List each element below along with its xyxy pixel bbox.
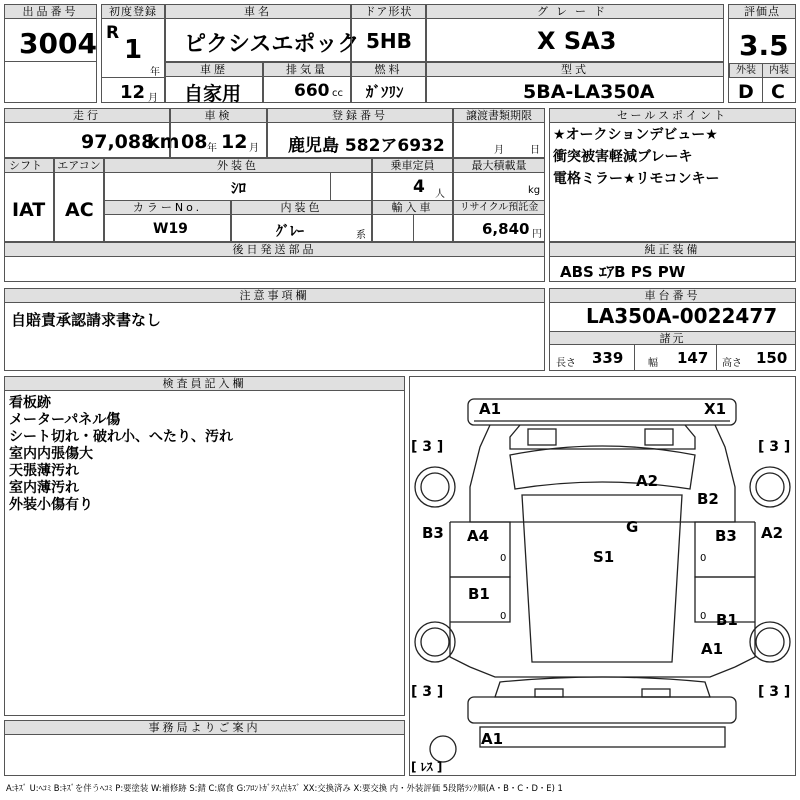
exterior-score: D (738, 81, 754, 103)
import-label: 輸入車 (373, 201, 452, 215)
height: 150 (756, 349, 788, 367)
door-zero: 0 (700, 611, 707, 622)
spec-label: 諸元 (549, 331, 796, 345)
capacity-unit: 人 (435, 189, 445, 200)
door-type: 5HB (366, 29, 412, 53)
grade: X SA3 (537, 27, 617, 55)
score-label: 評価点 (729, 5, 795, 19)
transfer-day: 日 (530, 145, 540, 156)
transfer-month: 月 (494, 145, 504, 156)
damage-mark: B2 (697, 490, 719, 508)
color: ｼﾛ (231, 179, 247, 197)
office-box (4, 720, 405, 776)
damage-mark: A2 (761, 524, 784, 542)
color-box (104, 158, 372, 201)
damage-mark: B3 (422, 524, 444, 542)
cc-label: 排気量 (264, 63, 350, 77)
grade-box (426, 4, 724, 62)
inspection-month: 12 (221, 131, 248, 153)
plate: 鹿児島 582ア6932 (288, 136, 445, 156)
door-label: ドア形状 (352, 5, 425, 19)
score: 3.5 (739, 29, 789, 62)
chassis-label: 車台番号 (550, 289, 795, 303)
spare-tire: [ ﾚｽ ] (411, 760, 443, 774)
inspection-month-unit: 月 (249, 143, 259, 154)
plate-label: 登録番号 (268, 109, 452, 123)
ac-label: エアコン (54, 158, 104, 173)
cc-unit: cc (332, 88, 343, 99)
width: 147 (677, 349, 709, 367)
exterior-label: 外装 (729, 63, 763, 78)
car-name-label: 車名 (166, 5, 350, 19)
chassis-box (549, 288, 796, 371)
sales-label: セールスポイント (550, 109, 795, 123)
inspector-line: 室内内張傷大 (9, 446, 93, 462)
chassis-number: LA350A-0022477 (586, 304, 778, 328)
score-box (728, 4, 796, 103)
mileage: 97,088 (81, 131, 155, 153)
capacity-box (372, 158, 453, 201)
door-zero: 0 (700, 553, 707, 564)
history-label: 車歴 (166, 63, 262, 77)
inspector-line: 天張薄汚れ (9, 463, 79, 479)
colorno-label: カラーNo. (105, 201, 230, 215)
transfer-label: 譲渡書類期限 (454, 109, 544, 123)
car-name-box (165, 4, 360, 62)
equipment-box (549, 242, 796, 282)
inspection-box (170, 108, 267, 158)
interior-color: ｸﾞﾚｰ (276, 224, 304, 240)
damage-mark: A4 (467, 527, 490, 545)
capacity-label: 乗車定員 (373, 159, 452, 173)
damage-mark: B3 (715, 527, 737, 545)
tire-tread: [ 3 ] (411, 684, 444, 700)
damage-mark: A1 (701, 640, 724, 658)
recycle-label: リサイクル預託金 (454, 201, 544, 215)
fuel-label: 燃料 (352, 63, 425, 77)
plate-box (267, 108, 453, 158)
height-label: 高さ (722, 358, 742, 369)
reg-month-unit: 月 (148, 93, 158, 104)
inspector-box (4, 376, 405, 716)
reg-year-unit: 年 (150, 67, 160, 78)
fuel-box (351, 62, 426, 103)
recycle-unit: 円 (532, 229, 542, 240)
length-label: 長さ (556, 358, 576, 369)
inspector-line: 看板跡 (9, 395, 51, 411)
history: 自家用 (184, 83, 242, 105)
damage-mark: S1 (593, 548, 615, 566)
load-label: 最大積載量 (454, 159, 544, 173)
sales-line: 電格ミラー★リモコンキー (553, 171, 720, 187)
inspector-label: 検査員記入欄 (5, 377, 404, 391)
transfer-box (453, 108, 545, 158)
car-diagram (409, 376, 796, 776)
inspector-line: 外装小傷有り (9, 497, 93, 513)
mileage-unit: km (147, 131, 180, 153)
damage-mark: G (626, 518, 639, 536)
tire-tread: [ 3 ] (411, 439, 444, 455)
first-registration-label: 初度登録 (102, 5, 164, 19)
interior-score: C (771, 81, 785, 103)
damage-mark: A1 (481, 730, 504, 748)
model-label: 型式 (427, 63, 723, 77)
equipment: ABS ｴｱB PS PW (560, 263, 686, 281)
damage-mark: B1 (716, 611, 738, 629)
shift-box (4, 158, 54, 242)
mileage-label: 走行 (5, 109, 169, 123)
notes-label: 注意事項欄 (5, 289, 544, 303)
sales-box (549, 108, 796, 242)
length: 339 (592, 349, 624, 367)
notes-box (4, 288, 545, 371)
inspection-label: 車検 (171, 109, 266, 123)
interior-label: 内装 (762, 63, 796, 78)
tire-tread: [ 3 ] (758, 684, 791, 700)
displacement: 660 (294, 81, 330, 101)
parts-box (4, 242, 545, 282)
shift-label: シフト (4, 158, 54, 173)
door-zero: 0 (500, 553, 507, 564)
import-box (372, 200, 453, 242)
grade-label: グレード (427, 5, 723, 19)
lot-number: 3004 (19, 27, 97, 60)
load-unit: kg (528, 185, 541, 196)
inspection-year: 08 (181, 131, 208, 153)
car-outline (410, 377, 795, 775)
era: R (106, 23, 120, 43)
fuel: ｶﾞｿﾘﾝ (366, 83, 404, 101)
ac-box (54, 158, 104, 242)
recycle: 6,840 (482, 220, 530, 238)
width-label: 幅 (648, 358, 658, 369)
sales-line: ★オークションデビュー★ (553, 127, 718, 143)
inspector-line: メーターパネル傷 (9, 412, 121, 428)
lot-box (4, 4, 97, 103)
color-label: 外装色 (105, 159, 371, 173)
car-name: ピクシスエポック (184, 32, 360, 57)
office-label: 事務局よりご案内 (5, 721, 404, 735)
cc-box (263, 62, 351, 103)
capacity: 4 (413, 177, 425, 197)
inspection-year-unit: 年 (207, 143, 217, 154)
damage-mark: X1 (704, 400, 727, 418)
history-box (165, 62, 263, 103)
mileage-box (4, 108, 180, 158)
interior-color-unit: 系 (356, 230, 366, 241)
inspector-line: シート切れ・破れ小、へたり、汚れ (9, 429, 233, 445)
door-box (351, 4, 426, 62)
inspector-line: 室内薄汚れ (9, 480, 79, 496)
notes: 自賠責承認請求書なし (11, 311, 162, 329)
model-box (426, 62, 724, 103)
door-zero: 0 (500, 611, 507, 622)
sales-line: 衝突被害軽減ブレーキ (553, 149, 693, 165)
damage-mark: A2 (636, 472, 659, 490)
tire-tread: [ 3 ] (758, 439, 791, 455)
lot-label: 出品番号 (5, 5, 96, 19)
damage-mark: A1 (479, 400, 502, 418)
reg-month: 12 (120, 82, 146, 103)
parts-label: 後日発送部品 (5, 243, 544, 257)
interior-color-box (231, 200, 372, 242)
colorno: W19 (153, 221, 188, 237)
ac: AC (65, 199, 94, 221)
interior-color-label: 内装色 (232, 201, 371, 215)
model: 5BA-LA350A (523, 81, 655, 103)
colorno-box (104, 200, 231, 242)
reg-year: 1 (124, 35, 143, 65)
equipment-label: 純正装備 (550, 243, 795, 257)
load-box (453, 158, 545, 201)
legend: A:ｷｽﾞ U:ﾍｺﾐ B:ｷｽﾞを伴うﾍｺﾐ P:要塗装 W:補修跡 S:錆 C:腐食 G:ﾌﾛﾝﾄｶﾞﾗｽ点ｷｽﾞ XX:交換済み X:要交換 内・外装評価 5段階ﾗﾝｸ順(A・B・C・D・E) 1 (6, 783, 563, 793)
shift: IAT (12, 199, 46, 221)
recycle-box (453, 200, 545, 242)
first-registration-box (101, 4, 165, 103)
damage-mark: B1 (468, 585, 490, 603)
